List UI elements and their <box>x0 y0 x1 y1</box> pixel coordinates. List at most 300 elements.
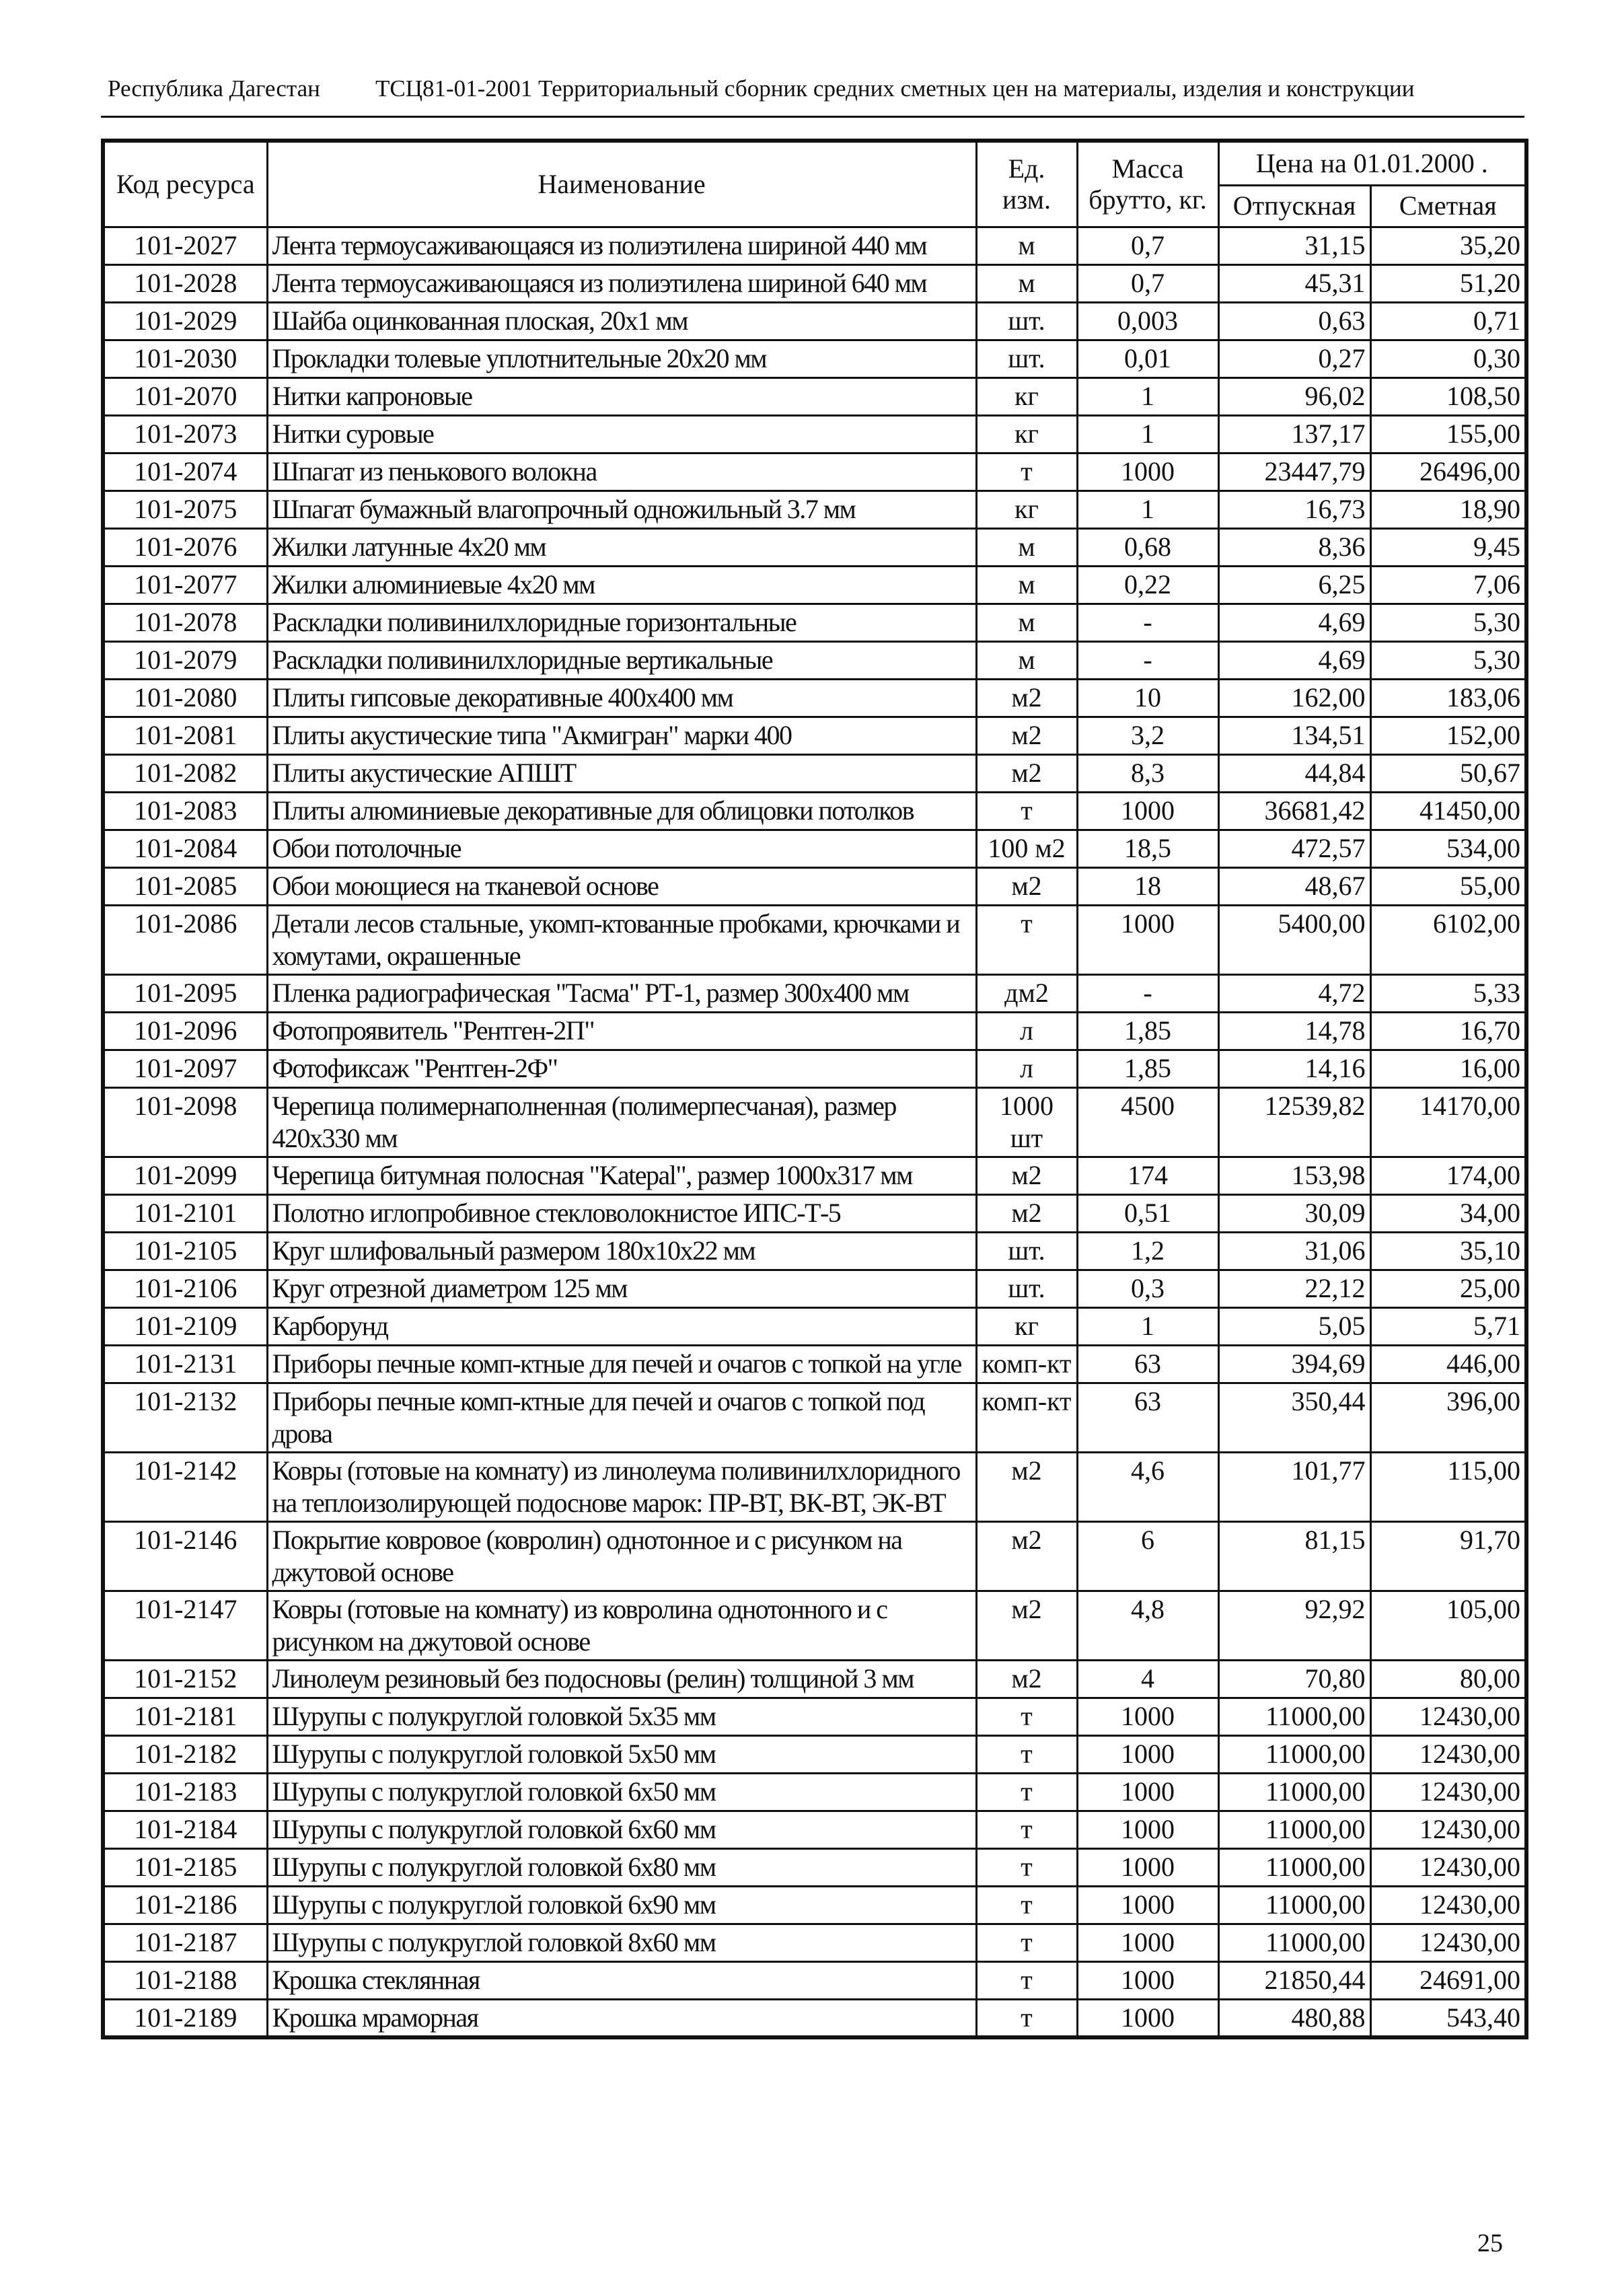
cell-code: 101-2085 <box>103 867 267 905</box>
cell-unit: т <box>976 453 1077 491</box>
cell-code: 101-2096 <box>103 1012 267 1050</box>
table-row <box>103 1307 1526 1345</box>
cell-release-price: 394,69 <box>1218 1345 1370 1383</box>
cell-code: 101-2070 <box>103 377 267 415</box>
cell-code: 101-2109 <box>103 1307 267 1345</box>
cell-mass: 18,5 <box>1077 830 1218 867</box>
cell-code: 101-2078 <box>103 604 267 641</box>
table-row <box>103 1194 1526 1232</box>
cell-release-price: 4,69 <box>1218 604 1370 641</box>
cell-unit: т <box>976 1811 1077 1848</box>
cell-release-price: 350,44 <box>1218 1383 1370 1452</box>
cell-unit: шт. <box>976 1270 1077 1307</box>
cell-name: Шурупы с полукруглой головкой 5х35 мм <box>267 1698 976 1735</box>
col-header-price-group: Цена на 01.01.2000 . <box>1218 141 1526 185</box>
table-row <box>103 754 1526 792</box>
table-row <box>103 905 1526 974</box>
table-row <box>103 415 1526 453</box>
cell-unit: м <box>976 264 1077 302</box>
cell-release-price: 31,06 <box>1218 1232 1370 1270</box>
cell-unit: м2 <box>976 1452 1077 1521</box>
cell-code: 101-2101 <box>103 1194 267 1232</box>
cell-unit: 1000 шт <box>976 1087 1077 1157</box>
cell-mass: 0,51 <box>1077 1194 1218 1232</box>
table-row <box>103 264 1526 302</box>
cell-estimate-price: 35,20 <box>1370 227 1526 264</box>
cell-name: Прокладки толевые уплотнительные 20х20 мм <box>267 340 976 377</box>
cell-release-price: 153,98 <box>1218 1157 1370 1194</box>
cell-mass: 0,3 <box>1077 1270 1218 1307</box>
table-row <box>103 1012 1526 1050</box>
cell-unit: дм2 <box>976 974 1077 1012</box>
cell-unit: м <box>976 604 1077 641</box>
col-header-release: Отпускная <box>1218 185 1370 227</box>
cell-mass: 1000 <box>1077 1735 1218 1773</box>
cell-release-price: 44,84 <box>1218 754 1370 792</box>
cell-release-price: 0,63 <box>1218 302 1370 340</box>
cell-name: Шурупы с полукруглой головкой 6х90 мм <box>267 1886 976 1924</box>
table-row <box>103 1157 1526 1194</box>
cell-release-price: 11000,00 <box>1218 1698 1370 1735</box>
cell-estimate-price: 34,00 <box>1370 1194 1526 1232</box>
cell-release-price: 36681,42 <box>1218 792 1370 830</box>
cell-estimate-price: 26496,00 <box>1370 453 1526 491</box>
cell-name: Обои моющиеся на тканевой основе <box>267 867 976 905</box>
cell-mass: 1000 <box>1077 1886 1218 1924</box>
cell-release-price: 21850,44 <box>1218 1961 1370 1999</box>
table-row <box>103 1924 1526 1961</box>
cell-release-price: 11000,00 <box>1218 1735 1370 1773</box>
col-header-code: Код ресурса <box>103 141 267 227</box>
cell-mass: 4,6 <box>1077 1452 1218 1521</box>
cell-code: 101-2076 <box>103 528 267 566</box>
cell-mass: 3,2 <box>1077 717 1218 754</box>
table-row <box>103 1383 1526 1452</box>
cell-code: 101-2030 <box>103 340 267 377</box>
cell-code: 101-2105 <box>103 1232 267 1270</box>
cell-mass: 1000 <box>1077 905 1218 974</box>
cell-mass: - <box>1077 604 1218 641</box>
cell-release-price: 472,57 <box>1218 830 1370 867</box>
cell-name: Шурупы с полукруглой головкой 6х50 мм <box>267 1773 976 1811</box>
cell-code: 101-2186 <box>103 1886 267 1924</box>
cell-mass: 0,22 <box>1077 566 1218 604</box>
cell-estimate-price: 12430,00 <box>1370 1848 1526 1886</box>
table-row <box>103 453 1526 491</box>
cell-estimate-price: 152,00 <box>1370 717 1526 754</box>
cell-code: 101-2081 <box>103 717 267 754</box>
cell-release-price: 48,67 <box>1218 867 1370 905</box>
cell-unit: шт. <box>976 1232 1077 1270</box>
cell-release-price: 162,00 <box>1218 679 1370 717</box>
cell-estimate-price: 35,10 <box>1370 1232 1526 1270</box>
cell-code: 101-2152 <box>103 1660 267 1698</box>
cell-unit: кг <box>976 377 1077 415</box>
cell-name: Плиты акустические типа "Акмигран" марки 400 <box>267 717 976 754</box>
cell-release-price: 45,31 <box>1218 264 1370 302</box>
cell-release-price: 5400,00 <box>1218 905 1370 974</box>
cell-estimate-price: 5,33 <box>1370 974 1526 1012</box>
table-row <box>103 1961 1526 1999</box>
cell-code: 101-2097 <box>103 1050 267 1087</box>
page-number: 25 <box>1477 2229 1503 2257</box>
cell-unit: т <box>976 1848 1077 1886</box>
cell-unit: м <box>976 566 1077 604</box>
cell-name: Плиты гипсовые декоративные 400х400 мм <box>267 679 976 717</box>
cell-estimate-price: 12430,00 <box>1370 1773 1526 1811</box>
table-body <box>103 227 1526 2037</box>
cell-code: 101-2073 <box>103 415 267 453</box>
cell-name: Фотопроявитель "Рентген-2П" <box>267 1012 976 1050</box>
cell-code: 101-2181 <box>103 1698 267 1735</box>
cell-mass: 0,7 <box>1077 264 1218 302</box>
cell-mass: 1000 <box>1077 1999 1218 2037</box>
cell-release-price: 11000,00 <box>1218 1886 1370 1924</box>
cell-mass: 1 <box>1077 377 1218 415</box>
cell-name: Черепица битумная полосная "Katepal", размер 1000х317 мм <box>267 1157 976 1194</box>
cell-release-price: 16,73 <box>1218 491 1370 528</box>
cell-code: 101-2131 <box>103 1345 267 1383</box>
cell-estimate-price: 543,40 <box>1370 1999 1526 2037</box>
cell-name: Полотно иглопробивное стекловолокнистое ИПС-Т-5 <box>267 1194 976 1232</box>
cell-code: 101-2183 <box>103 1773 267 1811</box>
cell-unit: м2 <box>976 679 1077 717</box>
table-row <box>103 867 1526 905</box>
cell-mass: 174 <box>1077 1157 1218 1194</box>
cell-unit: т <box>976 1999 1077 2037</box>
cell-release-price: 134,51 <box>1218 717 1370 754</box>
cell-code: 101-2080 <box>103 679 267 717</box>
cell-unit: м2 <box>976 1521 1077 1591</box>
cell-unit: 100 м2 <box>976 830 1077 867</box>
table-row <box>103 717 1526 754</box>
cell-unit: м <box>976 641 1077 679</box>
cell-code: 101-2028 <box>103 264 267 302</box>
table-row <box>103 1698 1526 1735</box>
table-row <box>103 792 1526 830</box>
cell-unit: м <box>976 227 1077 264</box>
cell-estimate-price: 0,30 <box>1370 340 1526 377</box>
cell-release-price: 6,25 <box>1218 566 1370 604</box>
cell-estimate-price: 16,00 <box>1370 1050 1526 1087</box>
cell-code: 101-2189 <box>103 1999 267 2037</box>
table-row <box>103 1050 1526 1087</box>
cell-mass: 4500 <box>1077 1087 1218 1157</box>
table-row <box>103 974 1526 1012</box>
cell-estimate-price: 9,45 <box>1370 528 1526 566</box>
cell-unit: т <box>976 1886 1077 1924</box>
cell-name: Детали лесов стальные, укомп-ктованные пробками, крючками и хомутами, окрашенные <box>267 905 976 974</box>
cell-name: Шайба оцинкованная плоская, 20х1 мм <box>267 302 976 340</box>
cell-mass: 63 <box>1077 1345 1218 1383</box>
cell-name: Карборунд <box>267 1307 976 1345</box>
cell-mass: 1000 <box>1077 1848 1218 1886</box>
cell-release-price: 30,09 <box>1218 1194 1370 1232</box>
cell-estimate-price: 115,00 <box>1370 1452 1526 1521</box>
cell-name: Черепица полимернаполненная (полимерпесчаная), размер 420х330 мм <box>267 1087 976 1157</box>
cell-name: Обои потолочные <box>267 830 976 867</box>
cell-release-price: 81,15 <box>1218 1521 1370 1591</box>
cell-code: 101-2147 <box>103 1591 267 1660</box>
cell-mass: 63 <box>1077 1383 1218 1452</box>
cell-name: Ковры (готовые на комнату) из ковролина однотонного и с рисунком на джутовой основе <box>267 1591 976 1660</box>
cell-unit: м <box>976 528 1077 566</box>
cell-mass: - <box>1077 974 1218 1012</box>
cell-release-price: 8,36 <box>1218 528 1370 566</box>
cell-unit: кг <box>976 491 1077 528</box>
cell-estimate-price: 108,50 <box>1370 377 1526 415</box>
cell-estimate-price: 5,30 <box>1370 604 1526 641</box>
cell-mass: 0,01 <box>1077 340 1218 377</box>
table-row <box>103 1232 1526 1270</box>
cell-code: 101-2142 <box>103 1452 267 1521</box>
cell-unit: м2 <box>976 754 1077 792</box>
cell-name: Шурупы с полукруглой головкой 8х60 мм <box>267 1924 976 1961</box>
cell-code: 101-2074 <box>103 453 267 491</box>
cell-code: 101-2082 <box>103 754 267 792</box>
cell-code: 101-2182 <box>103 1735 267 1773</box>
cell-name: Нитки суровые <box>267 415 976 453</box>
cell-name: Круг отрезной диаметром 125 мм <box>267 1270 976 1307</box>
cell-mass: 1,2 <box>1077 1232 1218 1270</box>
cell-name: Жилки латунные 4х20 мм <box>267 528 976 566</box>
cell-unit: шт. <box>976 340 1077 377</box>
cell-estimate-price: 12430,00 <box>1370 1886 1526 1924</box>
cell-code: 101-2185 <box>103 1848 267 1886</box>
cell-code: 101-2184 <box>103 1811 267 1848</box>
table-row <box>103 1087 1526 1157</box>
cell-estimate-price: 16,70 <box>1370 1012 1526 1050</box>
cell-release-price: 4,72 <box>1218 974 1370 1012</box>
cell-estimate-price: 12430,00 <box>1370 1924 1526 1961</box>
table-row <box>103 1660 1526 1698</box>
table-header <box>103 141 1526 227</box>
cell-estimate-price: 18,90 <box>1370 491 1526 528</box>
cell-name: Шпагат из пенькового волокна <box>267 453 976 491</box>
cell-unit: т <box>976 1698 1077 1735</box>
cell-estimate-price: 105,00 <box>1370 1591 1526 1660</box>
cell-name: Раскладки поливинилхлоридные вертикальные <box>267 641 976 679</box>
cell-release-price: 22,12 <box>1218 1270 1370 1307</box>
cell-estimate-price: 6102,00 <box>1370 905 1526 974</box>
cell-code: 101-2077 <box>103 566 267 604</box>
cell-unit: комп-кт <box>976 1345 1077 1383</box>
cell-estimate-price: 5,30 <box>1370 641 1526 679</box>
table-row <box>103 679 1526 717</box>
cell-estimate-price: 0,71 <box>1370 302 1526 340</box>
cell-estimate-price: 12430,00 <box>1370 1811 1526 1848</box>
cell-unit: кг <box>976 415 1077 453</box>
cell-unit: л <box>976 1050 1077 1087</box>
cell-release-price: 70,80 <box>1218 1660 1370 1698</box>
cell-mass: 1000 <box>1077 1924 1218 1961</box>
cell-unit: м2 <box>976 1591 1077 1660</box>
cell-unit: м2 <box>976 1157 1077 1194</box>
cell-name: Пленка радиографическая "Тасма" РТ-1, размер 300х400 мм <box>267 974 976 1012</box>
cell-code: 101-2187 <box>103 1924 267 1961</box>
cell-release-price: 137,17 <box>1218 415 1370 453</box>
cell-mass: 10 <box>1077 679 1218 717</box>
cell-unit: м2 <box>976 1194 1077 1232</box>
cell-unit: м2 <box>976 867 1077 905</box>
cell-mass: 1000 <box>1077 792 1218 830</box>
cell-release-price: 4,69 <box>1218 641 1370 679</box>
cell-release-price: 14,16 <box>1218 1050 1370 1087</box>
cell-estimate-price: 41450,00 <box>1370 792 1526 830</box>
header-region: Республика Дагестан <box>108 75 320 102</box>
cell-estimate-price: 396,00 <box>1370 1383 1526 1452</box>
table-row <box>103 1999 1526 2037</box>
cell-release-price: 101,77 <box>1218 1452 1370 1521</box>
table-row <box>103 1848 1526 1886</box>
table-row <box>103 1591 1526 1660</box>
table-row <box>103 830 1526 867</box>
cell-unit: м2 <box>976 1660 1077 1698</box>
cell-release-price: 31,15 <box>1218 227 1370 264</box>
cell-estimate-price: 12430,00 <box>1370 1698 1526 1735</box>
cell-name: Крошка мраморная <box>267 1999 976 2037</box>
cell-mass: 0,003 <box>1077 302 1218 340</box>
cell-mass: 1 <box>1077 415 1218 453</box>
cell-estimate-price: 55,00 <box>1370 867 1526 905</box>
table-row <box>103 1345 1526 1383</box>
cell-unit: т <box>976 1924 1077 1961</box>
cell-name: Фотофиксаж "Рентген-2Ф" <box>267 1050 976 1087</box>
cell-code: 101-2132 <box>103 1383 267 1452</box>
cell-name: Покрытие ковровое (ковролин) однотонное и с рисунком на джутовой основе <box>267 1521 976 1591</box>
cell-unit: т <box>976 1773 1077 1811</box>
cell-estimate-price: 7,06 <box>1370 566 1526 604</box>
cell-name: Лента термоусаживающаяся из полиэтилена шириной 440 мм <box>267 227 976 264</box>
cell-code: 101-2086 <box>103 905 267 974</box>
header-title: ТСЦ81-01-2001 Территориальный сборник средних сметных цен на материалы, изделия и конструкции <box>375 75 1415 102</box>
cell-mass: 0,7 <box>1077 227 1218 264</box>
cell-release-price: 92,92 <box>1218 1591 1370 1660</box>
table-row <box>103 377 1526 415</box>
cell-estimate-price: 80,00 <box>1370 1660 1526 1698</box>
cell-mass: 1 <box>1077 491 1218 528</box>
cell-code: 101-2075 <box>103 491 267 528</box>
cell-name: Раскладки поливинилхлоридные горизонтальные <box>267 604 976 641</box>
cell-name: Плиты алюминиевые декоративные для облицовки потолков <box>267 792 976 830</box>
cell-mass: 1000 <box>1077 1698 1218 1735</box>
col-header-unit: Ед. изм. <box>976 141 1077 227</box>
cell-release-price: 5,05 <box>1218 1307 1370 1345</box>
cell-mass: 1000 <box>1077 1773 1218 1811</box>
table-row <box>103 1270 1526 1307</box>
table-row <box>103 1811 1526 1848</box>
cell-mass: 4 <box>1077 1660 1218 1698</box>
cell-unit: комп-кт <box>976 1383 1077 1452</box>
cell-estimate-price: 5,71 <box>1370 1307 1526 1345</box>
cell-release-price: 480,88 <box>1218 1999 1370 2037</box>
cell-release-price: 96,02 <box>1218 377 1370 415</box>
cell-name: Ковры (готовые на комнату) из линолеума поливинилхлоридного на теплоизолирующей подоснове марок: ПР-ВТ, ВК-ВТ, ЭК-ВТ <box>267 1452 976 1521</box>
cell-name: Нитки капроновые <box>267 377 976 415</box>
cell-estimate-price: 24691,00 <box>1370 1961 1526 1999</box>
price-table <box>101 139 1528 2039</box>
table-row <box>103 604 1526 641</box>
cell-mass: 1000 <box>1077 1811 1218 1848</box>
cell-name: Линолеум резиновый без подосновы (релин) толщиной 3 мм <box>267 1660 976 1698</box>
table-row <box>103 1735 1526 1773</box>
cell-code: 101-2027 <box>103 227 267 264</box>
cell-mass: 1,85 <box>1077 1050 1218 1087</box>
table-row <box>103 1521 1526 1591</box>
cell-estimate-price: 51,20 <box>1370 264 1526 302</box>
table-row <box>103 340 1526 377</box>
cell-name: Шурупы с полукруглой головкой 5х50 мм <box>267 1735 976 1773</box>
cell-estimate-price: 183,06 <box>1370 679 1526 717</box>
cell-release-price: 11000,00 <box>1218 1924 1370 1961</box>
cell-release-price: 14,78 <box>1218 1012 1370 1050</box>
cell-unit: кг <box>976 1307 1077 1345</box>
table-row <box>103 227 1526 264</box>
col-header-estimate: Сметная <box>1370 185 1526 227</box>
table-row <box>103 566 1526 604</box>
cell-code: 101-2079 <box>103 641 267 679</box>
cell-name: Крошка стеклянная <box>267 1961 976 1999</box>
cell-estimate-price: 25,00 <box>1370 1270 1526 1307</box>
cell-estimate-price: 12430,00 <box>1370 1735 1526 1773</box>
cell-name: Приборы печные комп-ктные для печей и очагов с топкой на угле <box>267 1345 976 1383</box>
cell-code: 101-2188 <box>103 1961 267 1999</box>
cell-estimate-price: 14170,00 <box>1370 1087 1526 1157</box>
cell-mass: 8,3 <box>1077 754 1218 792</box>
cell-mass: 1000 <box>1077 453 1218 491</box>
cell-unit: т <box>976 792 1077 830</box>
cell-code: 101-2095 <box>103 974 267 1012</box>
cell-name: Приборы печные комп-ктные для печей и очагов с топкой под дрова <box>267 1383 976 1452</box>
cell-unit: шт. <box>976 302 1077 340</box>
cell-name: Лента термоусаживающаяся из полиэтилена шириной 640 мм <box>267 264 976 302</box>
cell-name: Шурупы с полукруглой головкой 6х80 мм <box>267 1848 976 1886</box>
cell-release-price: 23447,79 <box>1218 453 1370 491</box>
cell-mass: 4,8 <box>1077 1591 1218 1660</box>
cell-unit: т <box>976 1735 1077 1773</box>
header-rule <box>101 116 1524 118</box>
table-row <box>103 641 1526 679</box>
cell-release-price: 11000,00 <box>1218 1811 1370 1848</box>
cell-code: 101-2084 <box>103 830 267 867</box>
cell-code: 101-2106 <box>103 1270 267 1307</box>
table-row <box>103 491 1526 528</box>
cell-release-price: 0,27 <box>1218 340 1370 377</box>
cell-code: 101-2083 <box>103 792 267 830</box>
cell-mass: - <box>1077 641 1218 679</box>
cell-mass: 0,68 <box>1077 528 1218 566</box>
cell-estimate-price: 174,00 <box>1370 1157 1526 1194</box>
cell-code: 101-2098 <box>103 1087 267 1157</box>
cell-code: 101-2029 <box>103 302 267 340</box>
table-row <box>103 1773 1526 1811</box>
cell-mass: 1000 <box>1077 1961 1218 1999</box>
cell-release-price: 11000,00 <box>1218 1848 1370 1886</box>
cell-unit: м2 <box>976 717 1077 754</box>
table-row <box>103 302 1526 340</box>
col-header-mass: Масса брутто, кг. <box>1077 141 1218 227</box>
cell-name: Плиты акустические АПШТ <box>267 754 976 792</box>
cell-mass: 1 <box>1077 1307 1218 1345</box>
table-row <box>103 1452 1526 1521</box>
cell-unit: т <box>976 905 1077 974</box>
cell-unit: л <box>976 1012 1077 1050</box>
table-row <box>103 528 1526 566</box>
cell-estimate-price: 155,00 <box>1370 415 1526 453</box>
cell-name: Шурупы с полукруглой головкой 6х60 мм <box>267 1811 976 1848</box>
cell-mass: 18 <box>1077 867 1218 905</box>
cell-estimate-price: 534,00 <box>1370 830 1526 867</box>
